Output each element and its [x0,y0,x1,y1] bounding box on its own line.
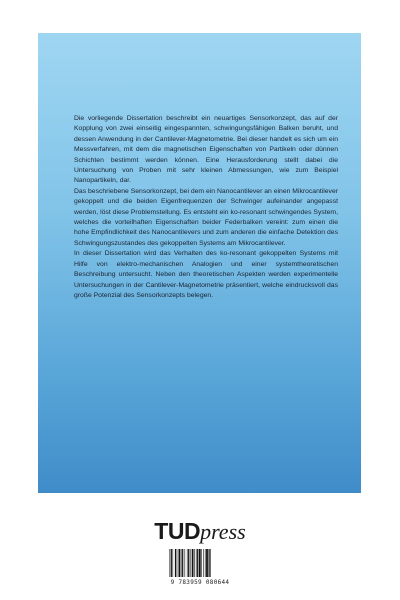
publisher-logo [0,520,400,543]
barcode-digits: 9 783959 080644 [170,579,230,586]
blurb-paragraph: Das beschriebene Sensorkonzept, bei dem ein Nanocantilever an einen Mikrocantilever gekoppelt und die beiden Eigenfrequenzen der Schwinger aufeinander angepasst werden, löst diese Problemstellung. Es entsteht ein ko-resonant schwingendes System, welches die vorteilhaften Eigenschaften beider Federbalken vereint: zum einen die hohe Empfindlichkeit des Nanocantilevers und zum anderen die einfache Detektion des Schwingungszustandes des gekoppelten Systems am Mikrocantilever. [74,187,338,247]
blurb-paragraph: In dieser Dissertation wird das Verhalten des ko-resonant gekoppelten Systems mit Hilfe von elektro-mechanischen Analogien und einer systemtheoretischen Beschreibung untersucht. Neben den theoretischen Aspekten werden experimentelle Untersuchungen in der Cantilever-Magnetometrie präsentiert, welche eindrucksvoll das große Potenzial des Sensorkonzepts belegen. [74,250,338,299]
publisher-logo-bold: TUD [154,518,201,544]
blurb-paragraph: Die vorliegende Dissertation beschreibt ein neuartiges Sensorkonzept, das auf der Kopplung von zwei einseitig eingespannten, schwingungsfähigen Balken beruht, und dessen Anwendung in der Cantilever-Magnetometrie. Bei dieser handelt es sich um ein Messverfahren, mit dem die magnetischen Eigenschaften von Partikeln oder dünnen Schichten bestimmt werden können. Eine Herausforderung stellt dabei die Untersuchung von Proben mit sehr kleinen Abmessungen, wie zum Beispiel Nanopartikeln, dar. [74,115,338,185]
barcode-icon [168,548,231,578]
blurb-text [74,114,338,301]
publisher-logo-italic: press [200,519,246,544]
